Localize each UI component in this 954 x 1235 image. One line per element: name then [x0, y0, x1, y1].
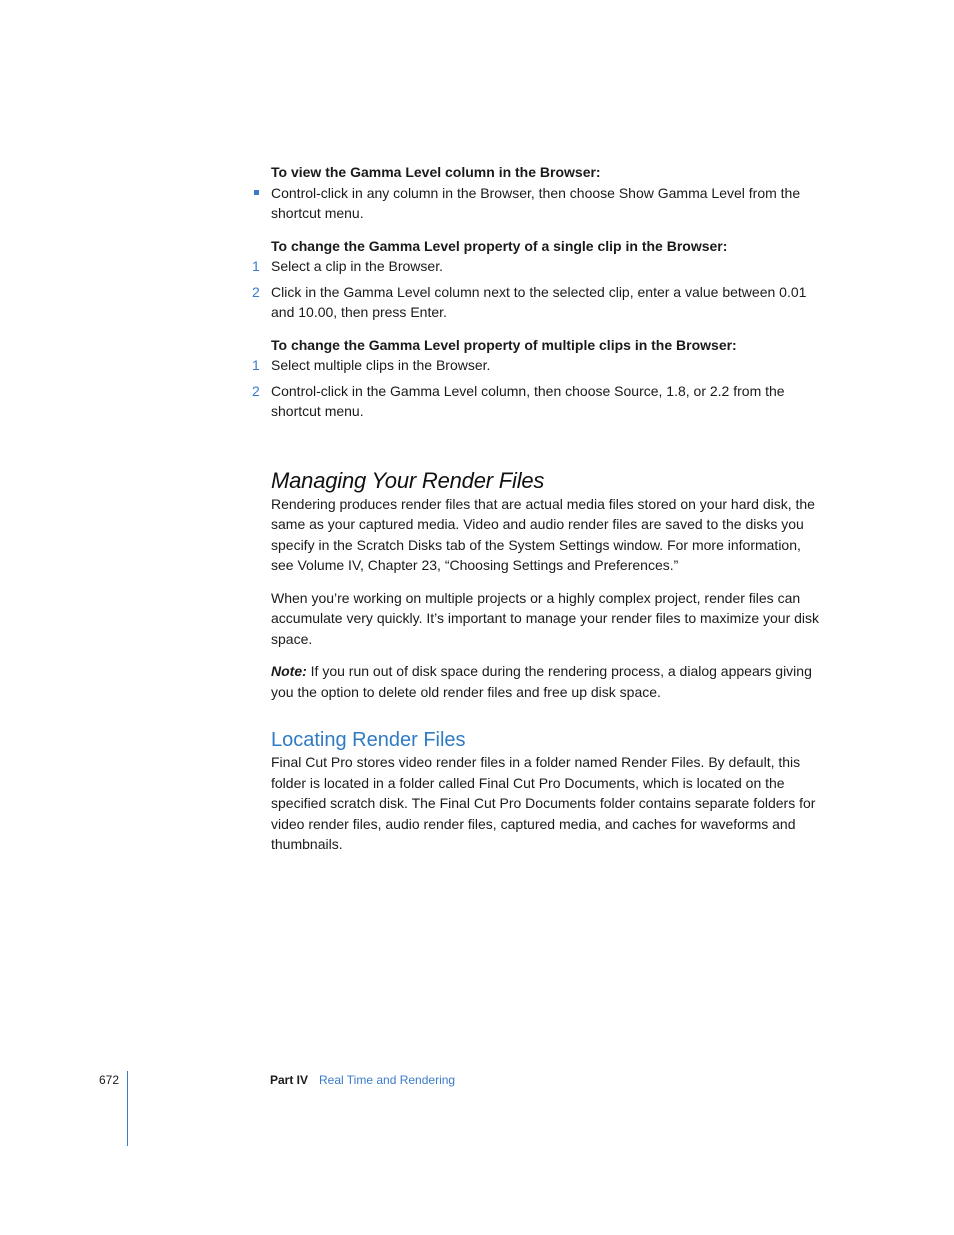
step-number: 1: [252, 258, 260, 274]
step-number: 1: [252, 357, 260, 373]
footer-part-label: Part IV: [270, 1073, 309, 1087]
task-heading-single-clip: To change the Gamma Level property of a single clip in the Browser:: [271, 237, 728, 254]
body-paragraph: When you’re working on multiple projects or a highly complex project, render files can accumulate very quickly. It’s important to manage your render files to maximize your disk space.: [271, 589, 820, 647]
body-paragraph: Final Cut Pro stores video render files in a folder named Render Files. By default, this folder is located in a folder called Final Cut Pro Documents, which is located on the specified scratch disk. The Final Cut Pro Documents folder contains separate folders for video render files, audio render files, captured media, and caches for waveforms and thumbnails.: [271, 754, 816, 852]
step-text: Select a clip in the Browser.: [271, 258, 443, 274]
step-text: Click in the Gamma Level column next to the selected clip, enter a value between 0.01 and 10.00, then press Enter.: [271, 283, 807, 320]
footer-part-title: Real Time and Rendering: [319, 1073, 456, 1087]
section-title-managing: Managing Your Render Files: [271, 467, 545, 493]
footer-divider: [127, 1071, 128, 1146]
note-paragraph: [271, 661, 827, 702]
subsection-title-locating: Locating Render Files: [271, 729, 466, 751]
task-heading-view-column: To view the Gamma Level column in the Browser:: [271, 164, 601, 180]
step-list-multiple-clips: [252, 355, 827, 422]
note-label: Note:: [271, 663, 307, 679]
page-number: 672: [99, 1073, 120, 1087]
task-heading-multiple-clips: To change the Gamma Level property of multiple clips in the Browser:: [271, 336, 737, 353]
step-number: 2: [252, 382, 260, 399]
step-text: Select multiple clips in the Browser.: [271, 357, 491, 373]
note-text: If you run out of disk space during the rendering process, a dialog appears giving you the option to delete old render files and free up disk space.: [271, 663, 812, 700]
bullet-list: [271, 183, 827, 224]
step-text: Control-click in the Gamma Level column, then choose Source, 1.8, or 2.2 from the shortcut menu.: [271, 382, 785, 419]
step-list-single-clip: [252, 256, 827, 323]
body-paragraph: Rendering produces render files that are actual media files stored on your hard disk, the same as your captured media. Video and audio render files are saved to the disks you specify in the Scratch Disks tab of the System Settings window. For more information, see Volume IV, Chapter 23, “Choosing Settings and Preferences.”: [271, 495, 815, 573]
step-item: [252, 355, 827, 376]
page-content: [252, 162, 827, 855]
step-item: [252, 256, 827, 277]
square-bullet-icon: [254, 190, 259, 195]
step-item: [252, 381, 827, 422]
bullet-text: Control-click in any column in the Browser, then choose Show Gamma Level from the shortcut menu.: [271, 184, 801, 221]
step-number: 2: [252, 283, 260, 300]
bullet-item: [271, 183, 827, 224]
step-item: [252, 282, 827, 323]
